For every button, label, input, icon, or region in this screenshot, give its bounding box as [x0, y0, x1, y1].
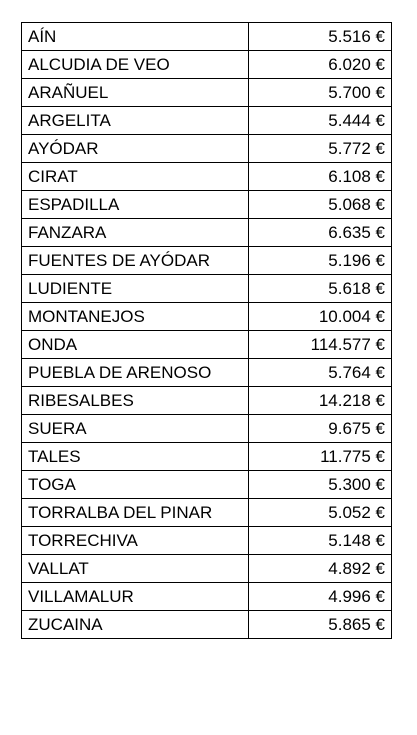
amount-cell: 5.148 € — [249, 527, 392, 555]
municipality-cell: AÍN — [22, 23, 249, 51]
table-row — [22, 331, 392, 359]
amount-cell: 5.764 € — [249, 359, 392, 387]
municipality-cell: VILLAMALUR — [22, 583, 249, 611]
table-row — [22, 51, 392, 79]
table-row — [22, 499, 392, 527]
table-row — [22, 247, 392, 275]
table-body — [22, 23, 392, 639]
table-row — [22, 471, 392, 499]
table-row — [22, 23, 392, 51]
table-row — [22, 275, 392, 303]
amount-cell: 5.772 € — [249, 135, 392, 163]
amount-cell: 114.577 € — [249, 331, 392, 359]
table-row — [22, 387, 392, 415]
table-row — [22, 611, 392, 639]
municipality-cell: TORRALBA DEL PINAR — [22, 499, 249, 527]
table-row — [22, 555, 392, 583]
amount-cell: 5.444 € — [249, 107, 392, 135]
municipality-cell: LUDIENTE — [22, 275, 249, 303]
municipality-cell: SUERA — [22, 415, 249, 443]
amount-cell: 4.996 € — [249, 583, 392, 611]
municipality-cell: CIRAT — [22, 163, 249, 191]
amount-cell: 5.196 € — [249, 247, 392, 275]
amount-cell: 10.004 € — [249, 303, 392, 331]
municipality-cell: PUEBLA DE ARENOSO — [22, 359, 249, 387]
municipality-cell: TOGA — [22, 471, 249, 499]
municipality-cell: FANZARA — [22, 219, 249, 247]
table-row — [22, 163, 392, 191]
municipality-cell: ARGELITA — [22, 107, 249, 135]
municipality-cell: RIBESALBES — [22, 387, 249, 415]
amount-cell: 6.108 € — [249, 163, 392, 191]
municipality-cell: ONDA — [22, 331, 249, 359]
municipality-cell: ESPADILLA — [22, 191, 249, 219]
amount-cell: 5.068 € — [249, 191, 392, 219]
amount-cell: 4.892 € — [249, 555, 392, 583]
amount-cell: 5.618 € — [249, 275, 392, 303]
amount-cell: 6.020 € — [249, 51, 392, 79]
table-row — [22, 191, 392, 219]
municipality-cell: ALCUDIA DE VEO — [22, 51, 249, 79]
table-row — [22, 107, 392, 135]
table-row — [22, 303, 392, 331]
municipality-amount-table — [21, 22, 392, 639]
municipality-cell: ARAÑUEL — [22, 79, 249, 107]
table-row — [22, 415, 392, 443]
table-row — [22, 583, 392, 611]
amount-cell: 5.052 € — [249, 499, 392, 527]
municipality-cell: ZUCAINA — [22, 611, 249, 639]
amount-cell: 5.700 € — [249, 79, 392, 107]
table-row — [22, 443, 392, 471]
municipality-cell: MONTANEJOS — [22, 303, 249, 331]
amount-cell: 9.675 € — [249, 415, 392, 443]
amount-cell: 5.300 € — [249, 471, 392, 499]
municipality-cell: AYÓDAR — [22, 135, 249, 163]
municipality-cell: TALES — [22, 443, 249, 471]
table-row — [22, 219, 392, 247]
municipality-cell: VALLAT — [22, 555, 249, 583]
amount-cell: 5.865 € — [249, 611, 392, 639]
amount-cell: 11.775 € — [249, 443, 392, 471]
amount-cell: 5.516 € — [249, 23, 392, 51]
amount-cell: 14.218 € — [249, 387, 392, 415]
table-row — [22, 359, 392, 387]
municipality-cell: FUENTES DE AYÓDAR — [22, 247, 249, 275]
table-row — [22, 527, 392, 555]
amount-cell: 6.635 € — [249, 219, 392, 247]
municipality-cell: TORRECHIVA — [22, 527, 249, 555]
table-row — [22, 79, 392, 107]
table-row — [22, 135, 392, 163]
